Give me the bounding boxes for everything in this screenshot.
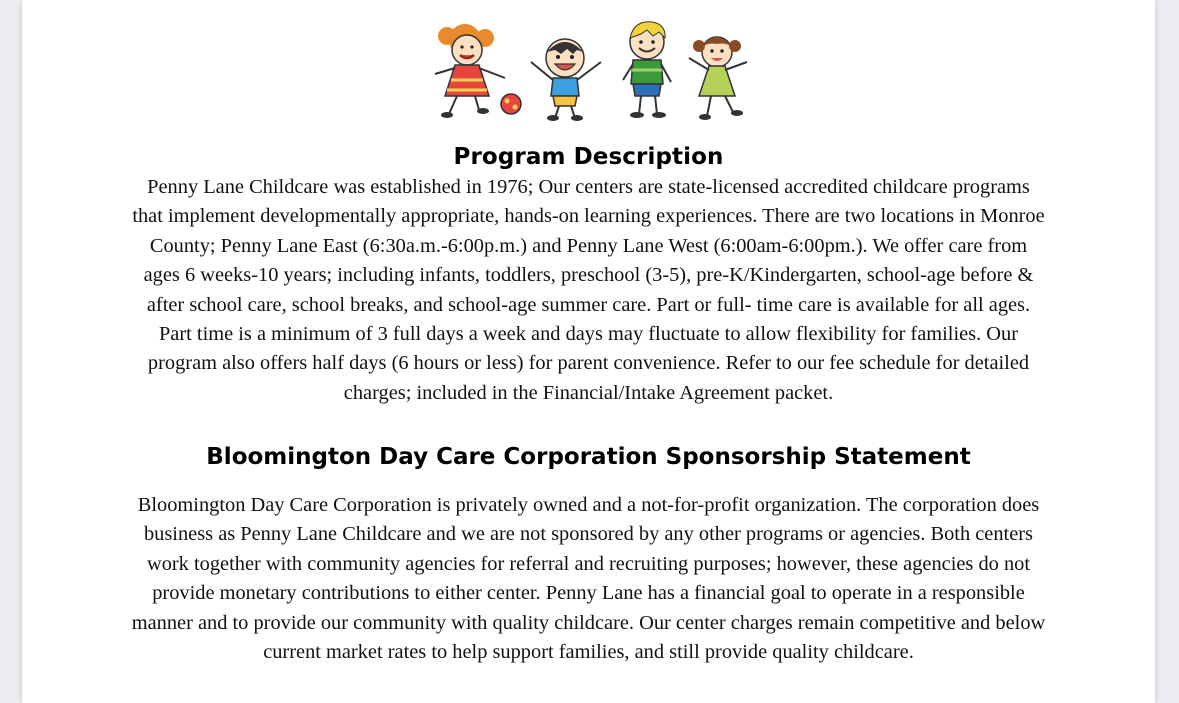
paragraph-line: work together with community agencies for referral and recruiting purposes; however, these agencies do not (146, 552, 1031, 575)
paragraph-line: manner and to provide our community with quality childcare. Our center charges remain competitive and below (131, 611, 1046, 634)
girl-red-dress-icon (435, 24, 521, 118)
boy-blue-shirt-icon (531, 39, 601, 121)
program-description-paragraph (82, 173, 1095, 408)
sponsorship-statement-paragraph (82, 491, 1095, 667)
paragraph-line: current market rates to help support families, and still provide quality childcare. (263, 641, 914, 664)
program-description-heading: Program Description (453, 144, 724, 170)
cartoon-children-icon (427, 18, 762, 122)
paragraph-line: ages 6 weeks-10 years; including infants, toddlers, preschool (3-5), pre-K/Kindergarten, school-age before & (143, 264, 1034, 287)
paragraph-line: charges; included in the Financial/Intake Agreement packet. (343, 381, 834, 404)
paragraph-line: after school care, school breaks, and school-age summer care. Part or full- time care is available for all ages. (146, 293, 1031, 316)
sponsorship-statement-heading: Bloomington Day Care Corporation Sponsorship Statement (206, 444, 971, 470)
paragraph-line: Bloomington Day Care Corporation is privately owned and a not-for-profit organization. The corporation does (137, 494, 1040, 516)
paragraph-line: business as Penny Lane Childcare and we are not sponsored by any other programs or agencies. Both centers (143, 523, 1033, 546)
paragraph-line: Part time is a minimum of 3 full days a week and days may fluctuate to allow flexibility for families. Our (158, 323, 1019, 346)
boy-green-shirt-icon (623, 22, 671, 118)
paragraph-line: County; Penny Lane East (6:30a.m.-6:00p.m.) and Penny Lane West (6:00am-6:00pm.). We offer care from (149, 234, 1028, 257)
paragraph-line: provide monetary contributions to either center. Penny Lane has a financial goal to operate in a responsible (152, 582, 1025, 605)
document-page (22, 0, 1155, 703)
paragraph-line: program also offers half days (6 hours or less) for parent convenience. Refer to our fee schedule for detailed (147, 352, 1030, 375)
girl-green-dress-icon (689, 37, 747, 120)
paragraph-line: that implement developmentally appropriate, hands-on learning experiences. There are two locations in Monroe (132, 205, 1045, 228)
paragraph-line: Penny Lane Childcare was established in 1976; Our centers are state-licensed accredited childcare programs (147, 176, 1030, 198)
